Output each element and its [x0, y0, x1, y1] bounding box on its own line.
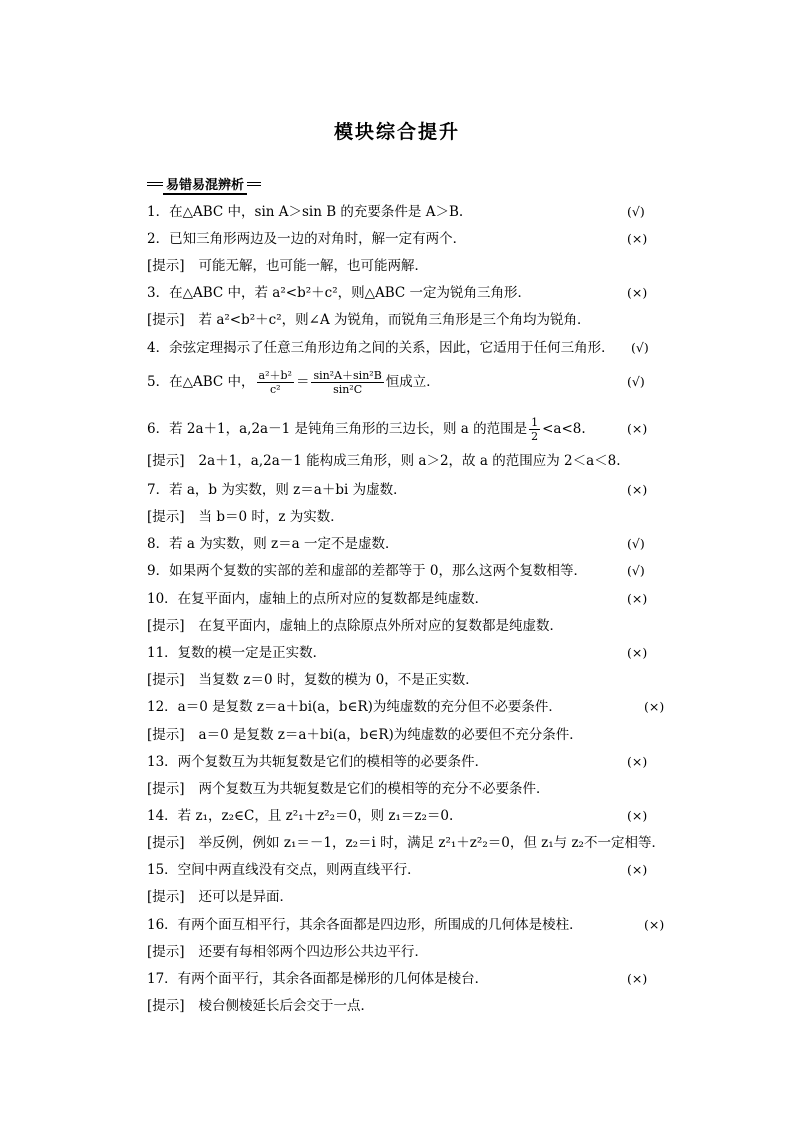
question-4: [147, 338, 667, 358]
question-11: [147, 643, 667, 663]
tip-15: [147, 887, 667, 907]
question-text: 12．a＝0 是复数 z＝a＋bi(a，b∈R)为纯虚数的充分但不必要条件．: [147, 699, 562, 715]
answer-mark: (×): [627, 808, 648, 823]
tip-label: [提示]: [147, 453, 185, 469]
question-text-prefix: 6．若 2a＋1，a,2a－1 是钝角三角形的三边长，则 a 的范围是: [147, 421, 528, 437]
tip-14: [147, 833, 667, 853]
section-rule-right: [247, 182, 261, 186]
question-text: 13．两个复数互为共轭复数是它们的模相等的必要条件．: [147, 754, 489, 770]
tip-text: 2a＋1，a,2a－1 能构成三角形，则 a＞2，故 a 的范围应为 2＜a＜8.: [198, 453, 621, 469]
question-7: [147, 480, 667, 500]
page-title: 模块综合提升: [333, 121, 460, 143]
question-text: 9．如果两个复数的实部的差和虚部的差都等于 0，那么这两个复数相等．: [147, 563, 587, 579]
answer-mark: (×): [644, 917, 665, 932]
tip-text: 两个复数互为共轭复数是它们的模相等的充分不必要条件．: [198, 781, 550, 797]
answer-mark: (×): [627, 285, 648, 300]
tip-label: [提示]: [147, 727, 185, 743]
tip-10: [147, 616, 667, 636]
question-8: [147, 534, 667, 554]
fraction-numerator: 1: [531, 416, 539, 429]
question-13: [147, 752, 667, 772]
answer-mark: (×): [627, 971, 648, 986]
tip-text: a＝0 是复数 z＝a＋bi(a，b∈R)为纯虚数的必要但不充分条件．: [198, 727, 583, 743]
tip-label: [提示]: [147, 835, 185, 851]
tip-label: [提示]: [147, 944, 185, 960]
question-text: 8．若 a 为实数，则 z＝a 一定不是虚数．: [147, 536, 399, 552]
section-label: 易错易混辨析: [163, 174, 247, 195]
answer-mark: (×): [627, 482, 648, 497]
answer-mark: (√): [627, 563, 645, 578]
question-10: [147, 589, 667, 609]
question-12: [147, 697, 667, 717]
tip-text: 当复数 z＝0 时，复数的模为 0，不是正实数．: [198, 672, 479, 688]
fraction: [311, 369, 383, 396]
tip-label: [提示]: [147, 312, 185, 328]
question-text: 2．已知三角形两边及一边的对角时，解一定有两个．: [147, 231, 467, 247]
answer-mark: (√): [627, 374, 645, 389]
fraction: [529, 416, 540, 443]
fraction-denominator: 2: [531, 430, 539, 443]
tip-text: 可能无解，也可能一解，也可能两解．: [198, 258, 429, 274]
answer-mark: (√): [627, 536, 645, 551]
question-text: 16．有两个面互相平行，其余各面都是四边形，所围成的几何体是棱柱．: [147, 917, 583, 933]
question-text-prefix: 5．在△ABC 中，: [147, 374, 255, 390]
question-text: 17．有两个面平行，其余各面都是梯形的几何体是棱台．: [147, 971, 489, 987]
tip-label: [提示]: [147, 781, 185, 797]
question-text: 4．余弦定理揭示了任意三角形边角之间的关系，因此，它适用于任何三角形．: [147, 340, 615, 356]
tip-label: [提示]: [147, 998, 185, 1014]
tip-11: [147, 670, 667, 690]
tip-6: [147, 451, 667, 471]
question-3: [147, 283, 667, 303]
question-text: 11．复数的模一定是正实数．: [147, 645, 327, 661]
answer-mark: (×): [627, 591, 648, 606]
question-text: 14．若 z₁，z₂∈C，且 z²₁＋z²₂＝0，则 z₁＝z₂＝0.: [147, 808, 454, 824]
tip-text: 举反例，例如 z₁＝－1，z₂＝i 时，满足 z²₁＋z²₂＝0，但 z₁与 z₂不一定相等．: [198, 835, 665, 851]
tip-12: [147, 725, 667, 745]
question-text: 1．在△ABC 中，sin A＞sin B 的充要条件是 A＞B.: [147, 204, 464, 220]
question-text: 3．在△ABC 中，若 a²<b²＋c²，则△ABC 一定为锐角三角形．: [147, 285, 532, 301]
fraction-denominator: c²: [269, 383, 281, 396]
answer-mark: (×): [627, 754, 648, 769]
answer-mark: (×): [627, 862, 648, 877]
tip-text: 在复平面内，虚轴上的点除原点外所对应的复数都是纯虚数．: [198, 618, 564, 634]
question-14: [147, 806, 667, 826]
tip-label: [提示]: [147, 509, 185, 525]
answer-mark: (√): [627, 204, 645, 219]
question-15: [147, 860, 667, 880]
tip-label: [提示]: [147, 618, 185, 634]
answer-mark: (×): [644, 699, 665, 714]
answer-mark: (×): [627, 645, 648, 660]
question-2: [147, 229, 667, 249]
tip-2: [147, 256, 667, 276]
question-text-suffix: 恒成立．: [385, 374, 440, 390]
fraction-numerator: a²＋b²: [258, 369, 292, 382]
tip-label: [提示]: [147, 258, 185, 274]
section-rule-left: [147, 182, 163, 186]
tip-16: [147, 942, 667, 962]
question-text: 10．在复平面内，虚轴上的点所对应的复数都是纯虚数．: [147, 591, 489, 607]
answer-mark: (√): [631, 340, 649, 355]
question-17: [147, 969, 667, 989]
question-5: [147, 364, 667, 400]
question-text: 15．空间中两直线没有交点，则两直线平行．: [147, 862, 421, 878]
question-16: [147, 915, 667, 935]
tip-text: 还要有每相邻两个四边形公共边平行．: [198, 944, 429, 960]
equals-sign: ＝: [295, 374, 310, 390]
tip-3: [147, 310, 667, 330]
tip-17: [147, 996, 667, 1016]
question-6: [147, 412, 667, 446]
question-text: 7．若 a，b 为实数，则 z＝a＋bi 为虚数．: [147, 482, 407, 498]
tip-text: 若 a²<b²＋c²，则∠A 为锐角，而锐角三角形是三个角均为锐角．: [198, 312, 591, 328]
tip-text: 棱台侧棱延长后会交于一点．: [198, 998, 375, 1014]
answer-mark: (×): [627, 421, 648, 436]
tip-text: 还可以是异面．: [198, 889, 294, 905]
section-header: [147, 174, 261, 194]
fraction-denominator: sin²C: [333, 383, 363, 396]
tip-label: [提示]: [147, 889, 185, 905]
question-text-suffix: <a<8.: [542, 421, 586, 437]
tip-text: 当 b＝0 时，z 为实数．: [198, 509, 344, 525]
tip-13: [147, 779, 667, 799]
tip-label: [提示]: [147, 672, 185, 688]
fraction-numerator: sin²A＋sin²B: [313, 369, 382, 382]
question-9: [147, 561, 667, 581]
answer-mark: (×): [627, 231, 648, 246]
question-1: [147, 202, 667, 222]
tip-7: [147, 507, 667, 527]
fraction: [257, 369, 294, 396]
